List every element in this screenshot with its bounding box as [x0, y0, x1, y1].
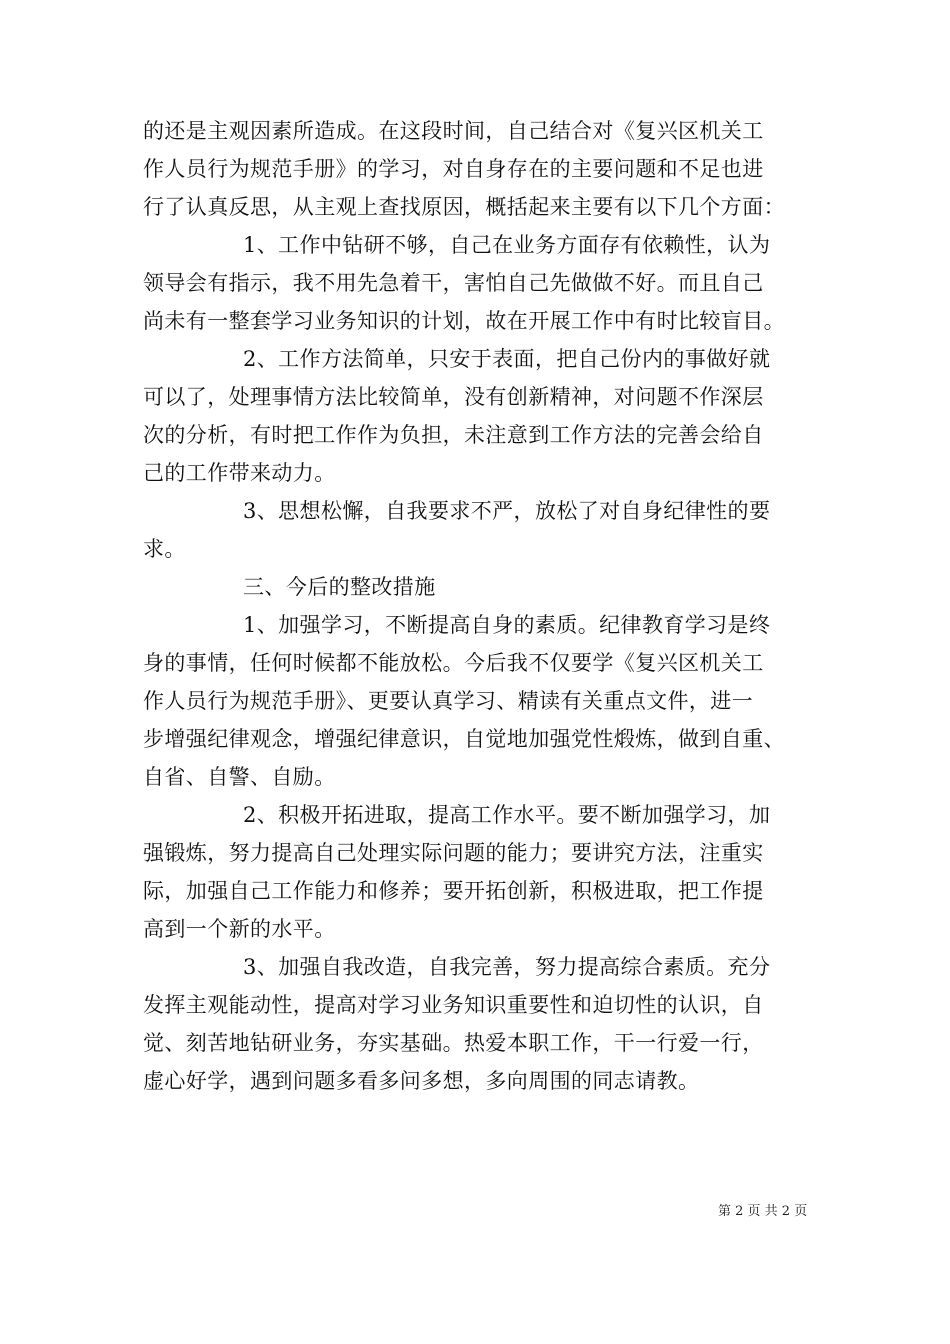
text-line: 身的事情，任何时候都不能放松。今后我不仅要学《复兴区机关工: [143, 651, 764, 675]
text-line: 次的分析，有时把工作作为负担，未注意到工作方法的完善会给自: [143, 423, 764, 447]
text-line: 3、思想松懈，自我要求不严，放松了对自身纪律性的要: [243, 499, 771, 523]
text-line: 可以了，处理事情方法比较简单，没有创新精神，对问题不作深层: [143, 385, 764, 409]
text-line: 虚心好学，遇到问题多看多问多想，多向周围的同志请教。: [143, 1069, 700, 1093]
text-line: 发挥主观能动性，提高对学习业务知识重要性和迫切性的认识，自: [143, 993, 764, 1017]
text-line: 尚未有一整套学习业务知识的计划，故在开展工作中有时比较盲目。: [143, 309, 785, 333]
text-line: 觉、刻苦地钻研业务，夯实基础。热爱本职工作，干一行爱一行，: [143, 1031, 764, 1055]
section-heading: 三、今后的整改措施: [243, 575, 436, 599]
text-line: 高到一个新的水平。: [143, 917, 336, 941]
text-line: 强锻炼，努力提高自己处理实际问题的能力；要讲究方法，注重实: [143, 841, 764, 865]
text-line: 2、工作方法简单，只安于表面，把自己份内的事做好就: [243, 347, 771, 371]
text-line: 际，加强自己工作能力和修养；要开拓创新，积极进取，把工作提: [143, 879, 764, 903]
text-line: 作人员行为规范手册》的学习，对自身存在的主要问题和不足也进: [143, 157, 764, 181]
text-line: 自省、自警、自励。: [143, 765, 336, 789]
text-line: 1、加强学习，不断提高自身的素质。纪律教育学习是终: [243, 613, 771, 637]
text-line: 2、积极开拓进取，提高工作水平。要不断加强学习，加: [243, 803, 771, 827]
text-line: 1、工作中钻研不够，自己在业务方面存有依赖性，认为: [243, 233, 771, 257]
page-number: 第 2 页 共 2 页: [718, 1204, 808, 1219]
document-body: [143, 112, 823, 1100]
text-line: 3、加强自我改造，自我完善，努力提高综合素质。充分: [243, 955, 771, 979]
text-line: 行了认真反思，从主观上查找原因，概括起来主要有以下几个方面：: [143, 195, 785, 219]
text-line: 作人员行为规范手册》、更要认真学习、精读有关重点文件，进一: [143, 689, 754, 713]
text-line: 的还是主观因素所造成。在这段时间，自己结合对《复兴区机关工: [143, 119, 764, 143]
text-line: 领导会有指示，我不用先急着干，害怕自己先做做不好。而且自己: [143, 271, 764, 295]
text-line: 己的工作带来动力。: [143, 461, 336, 485]
text-line: 步增强纪律观念，增强纪律意识，自觉地加强党性煅炼，做到自重、: [143, 727, 785, 751]
text-line: 求。: [143, 537, 186, 561]
